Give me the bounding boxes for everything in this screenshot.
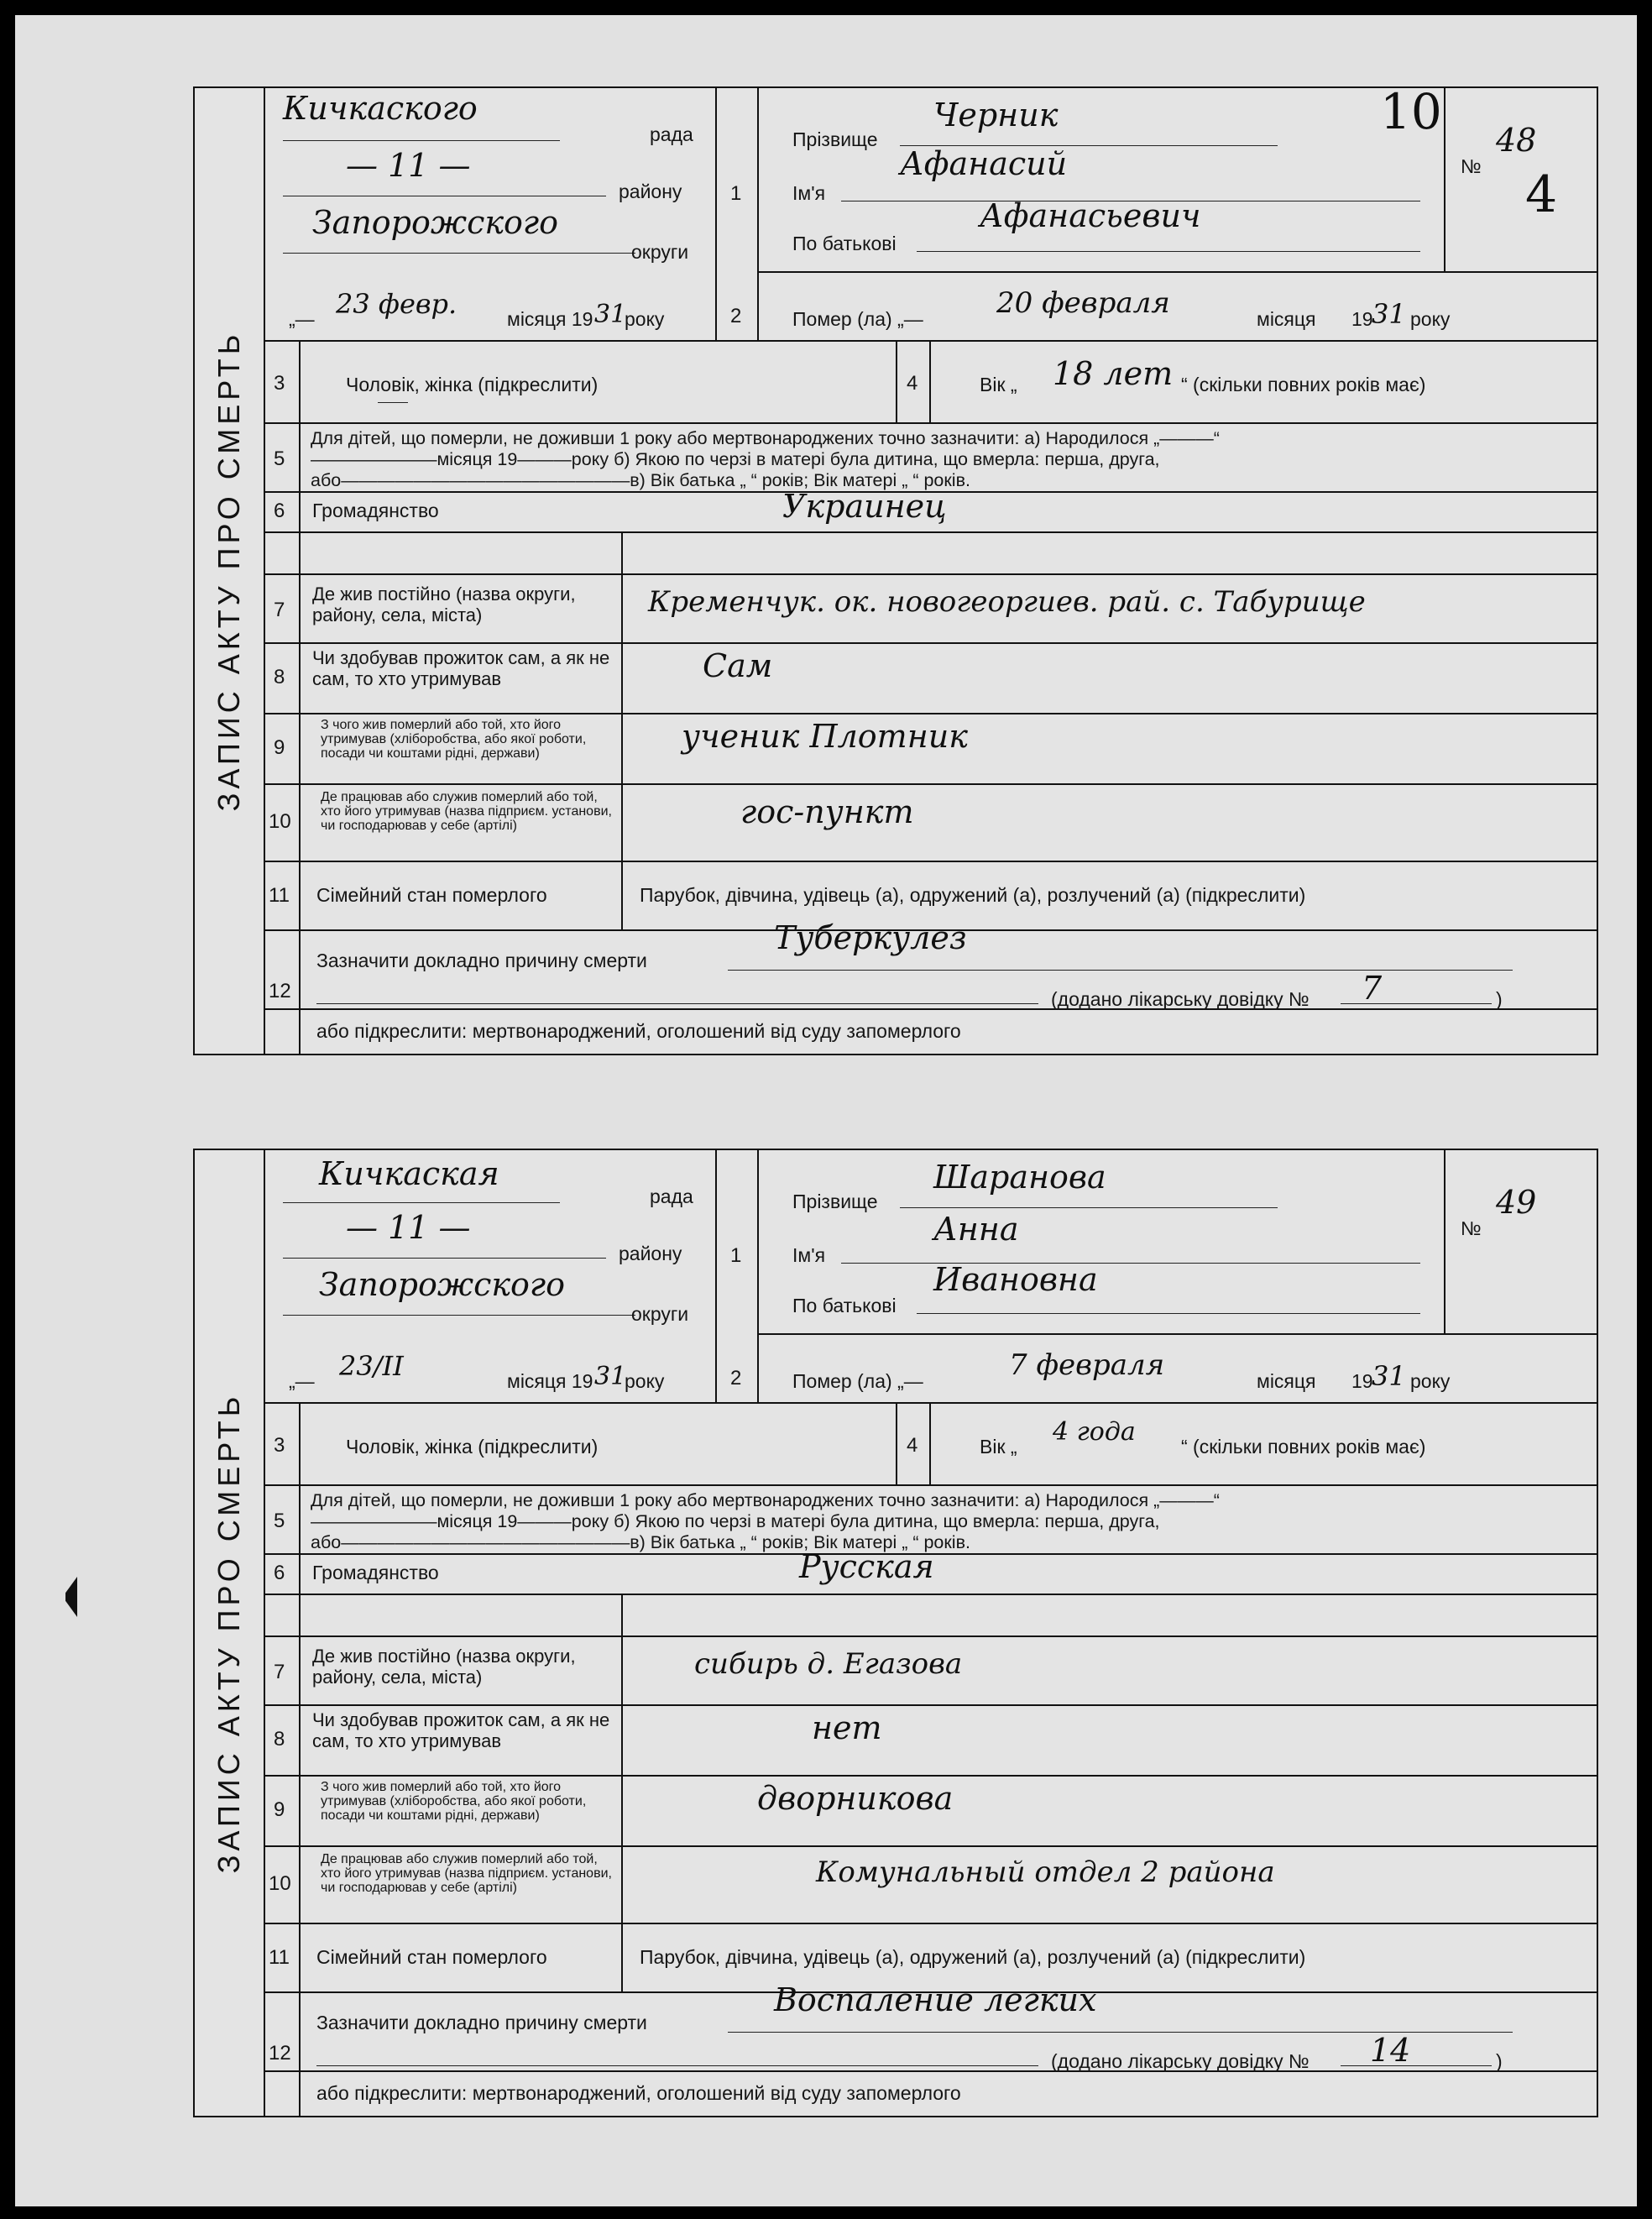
row7-label: Де жив постійно (назва округи, району, села, міста) [312, 1646, 576, 1688]
row5-line2: ———————місяця 19———року б) Якою по черзі в матері була дитина, що вмерла: перша, друга, [311, 1511, 1160, 1531]
death-year: 31 [1372, 298, 1406, 330]
row3-label: Чоловік, жінка (підкреслити) [346, 374, 599, 395]
okrugy-label: округи [631, 1303, 689, 1325]
row11-options: Парубок, дівчина, удівець (а), одружений (а), розлучений (а) (підкреслити) [640, 884, 1306, 906]
death-record-form-1: ЗАПИС АКТУ ПРО СМЕРТЬ Кичкаского рада — 11 — району Запорожского округи „— 23 февр. місяця 19 31 року 1 2 Прізвище Черник Ім'я Афанасий По батькові Афанасьевич Помер (ла) „— 20 февраля місяця 19 31 року 10 № 48 4 3 Чоловік, жінка (підкреслити) 4 Вік „ 18 лет “ (скільки повних років має) 5 Для дітей, що померли, не доживши 1 року або мертвонароджених точно зазначити: а) Народилося „———“ ———————місяця 19———року б) Якою по черзі в матері була дитина, що вмерла: перша, друга, або————————————————в) Вік батька „ “ років; Вік матері „ “ років. 6 Громадянство Украинец 7 Де жив постійно (назва округи, району, села, міста) Кременчук. ок. новогеоргиев. рай. с. Табурище 8 Чи здобував прожиток сам, а як не сам, то хто утримував Сам 9 З чого жив померлий або той, хто його утримував (хліборобства, або якої роботи, посади чи коштами рідні, держави) ученик Плотник 10 Де працював або служив померлий або той, хто його утримував (назва підприєм. установи, чи господарював у себе (артілі) гос-пункт 11 Сімейний стан померлого Парубок, дівчина, удівець (а), одружений (а), розлучений (а) (підкреслити) 12 Зазначити докладно причину смерти Туберкулез (додано лікарську довідку № 7 ) або підкреслити: мертвонароджений, оголошений від суду запомерлого [193, 86, 1598, 1055]
registration-year: 31 [594, 1362, 627, 1391]
row3-label: Чоловік, жінка (підкреслити) [346, 1436, 599, 1458]
age-value: 4 года [1053, 1417, 1136, 1447]
side-title: ЗАПИС АКТУ ПРО СМЕРТЬ [212, 330, 246, 812]
row12-certificate-label: (додано лікарську довідку № [1051, 988, 1310, 1010]
source-value: дворникова [757, 1780, 954, 1817]
death-date: 20 февраля [996, 286, 1170, 320]
row6-label: Громадянство [312, 500, 439, 521]
row5-line3: або————————————————в) Вік батька „ “ років; Вік матері „ “ років. [311, 470, 970, 490]
citizenship-value: Украинец [782, 488, 947, 525]
name-value: Анна [933, 1211, 1019, 1248]
corner-mark: 10 [1380, 83, 1442, 140]
rayonu-label: району [619, 1243, 682, 1264]
citizenship-value: Русская [799, 1548, 934, 1585]
row5-line3: або————————————————в) Вік батька „ “ років; Вік матері „ “ років. [311, 1532, 970, 1552]
side-title-column [195, 88, 265, 1054]
residence-value: Кременчук. ок. новогеоргиев. рай. с. Табурище [648, 585, 1366, 619]
okrug-value: Запорожского [312, 204, 559, 241]
source-value: ученик Плотник [682, 718, 968, 755]
cause-value: Туберкулез [774, 919, 967, 956]
row12-or-label: або підкреслити: мертвонароджений, оголошений від суду запомерлого [316, 2082, 961, 2104]
okrug-value: Запорожского [319, 1266, 566, 1303]
name-label: Ім'я [792, 1244, 826, 1266]
patronymic-label: По батькові [792, 233, 897, 254]
patronymic-value: Афанасьевич [980, 197, 1201, 234]
registration-day: 23/II [339, 1350, 404, 1382]
certificate-number: 7 [1362, 970, 1383, 1007]
certificate-number: 14 [1370, 2032, 1411, 2069]
row5-line2: ———————місяця 19———року б) Якою по черзі в матері була дитина, що вмерла: перша, друга, [311, 449, 1160, 469]
row6-label: Громадянство [312, 1562, 439, 1583]
death-date: 7 февраля [1009, 1348, 1165, 1382]
row12-or-label: або підкреслити: мертвонароджений, оголошений від суду запомерлого [316, 1020, 961, 1042]
row12-cause-label: Зазначити докладно причину смерти [316, 950, 647, 971]
death-year: 31 [1372, 1360, 1406, 1392]
row12-cause-label: Зазначити докладно причину смерти [316, 2012, 647, 2033]
cause-value: Воспаление легких [774, 1981, 1097, 2018]
record-number: 49 [1496, 1184, 1537, 1221]
corner-mark-2: 4 [1525, 165, 1558, 224]
rada-value: Кичкаского [283, 90, 478, 127]
row10-label: Де працював або служив померлий або той, хто його утримував (назва підприєм. установи, чи господарював у себе (артілі) [321, 790, 612, 833]
workplace-value: гос-пункт [740, 793, 914, 830]
row12-certificate-label: (додано лікарську довідку № [1051, 2050, 1310, 2072]
rada-value: Кичкаская [319, 1155, 499, 1192]
row10-label: Де працював або служив померлий або той, хто його утримував (назва підприєм. установи, чи господарював у себе (артілі) [321, 1852, 612, 1895]
row11-label: Сімейний стан померлого [316, 884, 547, 906]
document-page [15, 15, 1637, 2206]
death-record-form-2: ЗАПИС АКТУ ПРО СМЕРТЬ Кичкаская рада — 11 — району Запорожского округи „— 23/II місяця 19 31 року 1 2 Прізвище Шаранова Ім'я Анна По батькові Ивановна Помер (ла) „— 7 февраля місяця 19 31 року № 49 3 Чоловік, жінка (підкреслити) 4 Вік „ 4 года “ (скільки повних років має) 5 Для дітей, що померли, не доживши 1 року або мертвонароджених точно зазначити: а) Народилося „———“ ———————місяця 19———року б) Якою по черзі в матері була дитина, що вмерла: перша, друга, або————————————————в) Вік батька „ “ років; Вік матері „ “ років. 6 Громадянство Русская 7 Де жив постійно (назва округи, району, села, міста) сибирь д. Егазова 8 Чи здобував прожиток сам, а як не сам, то хто утримував нет 9 З чого жив померлий або той, хто його утримував (хліборобства, або якої роботи, посади чи коштами рідні, держави) дворникова 10 Де працював або служив померлий або той, хто його утримував (назва підприєм. установи, чи господарював у себе (артілі) Комунальный отдел 2 района 11 Сімейний стан померлого Парубок, дівчина, удівець (а), одружений (а), розлучений (а) (підкреслити) 12 Зазначити докладно причину смерти Воспаление легких (додано лікарську довідку № 14 ) або підкреслити: мертвонароджений, оголошений від суду запомерлого [193, 1149, 1598, 2117]
patronymic-label: По батькові [792, 1295, 897, 1316]
registration-day: 23 февр. [336, 288, 457, 320]
row5-line1: Для дітей, що померли, не доживши 1 року або мертвонароджених точно зазначити: а) Народилося „———“ [311, 428, 1220, 448]
name-label: Ім'я [792, 182, 826, 204]
workplace-value: Комунальный отдел 2 района [816, 1855, 1275, 1889]
number-sign: № [1461, 1217, 1482, 1239]
number-sign: № [1461, 155, 1482, 177]
record-number: 48 [1496, 122, 1537, 159]
row8-label: Чи здобував прожиток сам, а як не сам, то хто утримував [312, 647, 610, 689]
row9-label: З чого жив померлий або той, хто його утримував (хліборобства, або якої роботи, посади чи коштами рідні, держави) [321, 1780, 587, 1823]
surname-value: Черник [933, 97, 1059, 133]
rada-label: рада [650, 1185, 693, 1207]
patronymic-value: Ивановна [933, 1261, 1098, 1298]
livelihood-value: Сам [703, 647, 773, 684]
okrugy-label: округи [631, 241, 689, 263]
rada-label: рада [650, 123, 693, 145]
surname-value: Шаранова [933, 1159, 1106, 1196]
row11-options: Парубок, дівчина, удівець (а), одружений (а), розлучений (а) (підкреслити) [640, 1946, 1306, 1968]
side-title: ЗАПИС АКТУ ПРО СМЕРТЬ [212, 1392, 246, 1874]
rayon-value: — 11 — [346, 147, 471, 184]
name-value: Афанасий [900, 145, 1068, 182]
rayon-value: — 11 — [346, 1209, 471, 1246]
age-value: 18 лет [1053, 355, 1174, 392]
side-title-column [195, 1150, 265, 2116]
residence-value: сибирь д. Егазова [694, 1647, 963, 1681]
margin-tear-mark [65, 1577, 77, 1617]
row7-label: Де жив постійно (назва округи, району, села, міста) [312, 584, 576, 625]
row11-label: Сімейний стан померлого [316, 1946, 547, 1968]
row8-label: Чи здобував прожиток сам, а як не сам, то хто утримував [312, 1709, 610, 1751]
registration-year: 31 [594, 300, 627, 329]
rayonu-label: району [619, 181, 682, 202]
surname-label: Прізвище [792, 128, 878, 150]
livelihood-value: нет [812, 1709, 882, 1746]
row5-line1: Для дітей, що померли, не доживши 1 року або мертвонароджених точно зазначити: а) Народилося „———“ [311, 1490, 1220, 1510]
surname-label: Прізвище [792, 1191, 878, 1212]
row9-label: З чого жив померлий або той, хто його утримував (хліборобства, або якої роботи, посади чи коштами рідні, держави) [321, 718, 587, 761]
